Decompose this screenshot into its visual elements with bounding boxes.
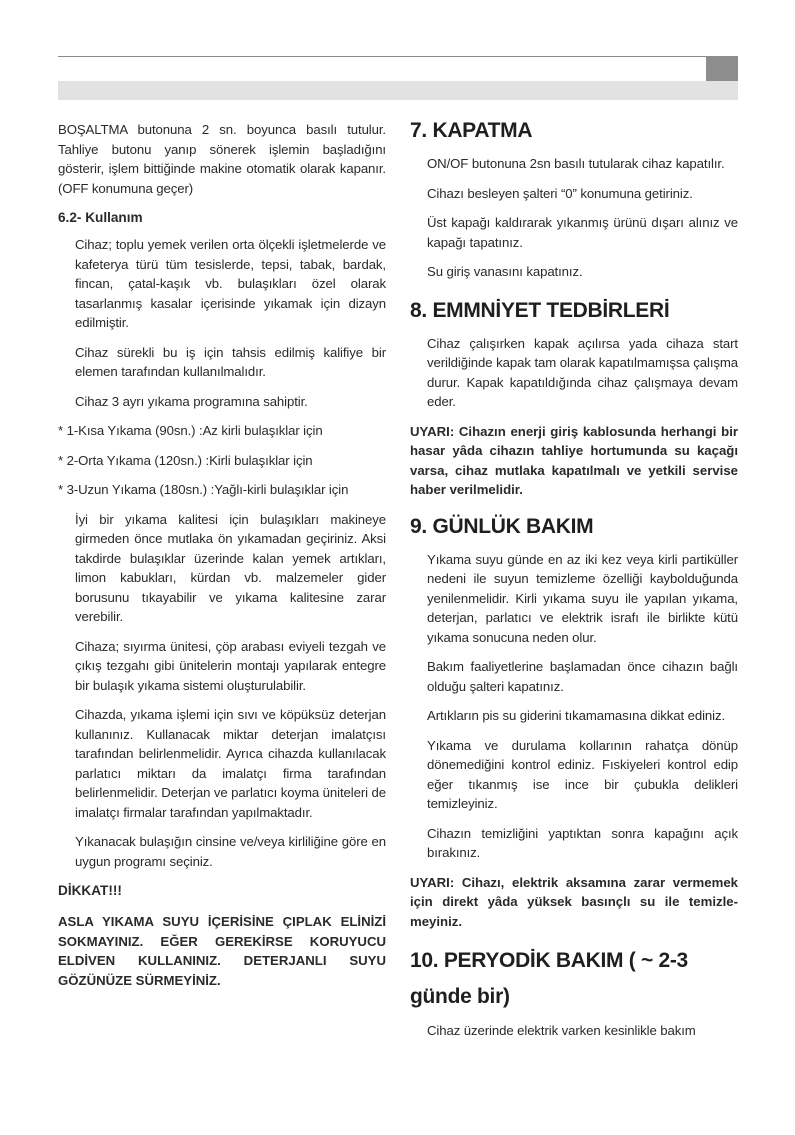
usage-paragraph: İyi bir yıkama kalitesi için bulaşıkları makineye girmeden önce mutlaka ön yıkamadan geçiriniz. Aksi takdirde bulaşıklar üzerinde kalan yemek artıkları, limon kabukları, kürdan vb. malzemeler gider borusunu tıkayabilir ve yıkama kalitesine zarar verebilir. (75, 511, 386, 624)
left-column (58, 120, 386, 1002)
safety-paragraph: Cihaz çalışırken kapak açılırsa yada cihaza start verildiğinde kapak tam olarak kapatılmamışsa çalışma durur. Kapak kapatıldığında cihaz çalışmaya devam eder. (427, 335, 738, 409)
shutdown-step: Cihazı besleyen şalteri “0” konumuna getiriniz. (427, 185, 693, 201)
usage-paragraph: Cihaz 3 ayrı yıkama programına sahiptir. (75, 393, 308, 409)
shutdown-step: Üst kapağı kaldırarak yıkanmış ürünü dışarı alınız ve kapağı tapatınız. (427, 215, 738, 250)
section-title-safety: 8. EMMNİYET TEDBİRLERİ (410, 298, 670, 322)
right-column (410, 118, 738, 1051)
shutdown-step: Su giriş vanasını kapatınız. (427, 264, 583, 279)
safety-warning: ASLA YIKAMA SUYU İÇERİSİNE ÇIPLAK ELİNİZİ SOKMAYINIZ. EĞER GEREKİRSE KORUYUCU ELDİVEN KULLANINIZ. DETERJANLI SUYU GÖZÜNÜZE SÜRMEYİNİZ. (58, 914, 386, 988)
program-item: * 3-Uzun Yıkama (180sn.) :Yağlı-kirli bulaşıklar için (58, 482, 349, 497)
cleaning-warning: UYARI: Cihazı, elektrik aksamına zarar vermemek için direkt yâda yüksek basınçlı su ile temizle-meyiniz. (410, 874, 738, 929)
daily-care-paragraph: Bakım faaliyetlerine başlamadan önce cihazın bağlı olduğu şalteri kapatınız. (427, 659, 738, 694)
daily-care-paragraph: Artıkların pis su giderini tıkamamasına dikkat ediniz. (427, 708, 726, 723)
program-item: * 2-Orta Yıkama (120sn.) :Kirli bulaşıklar için (58, 452, 313, 468)
header-band (58, 81, 738, 100)
daily-care-paragraph: Yıkama ve durulama kollarının rahatça dönüp dönemediğini kontrol ediniz. Fıskiyeleri kontrol edip eğer tıkanmış ise ince bir çubukla delikleri temizleyiniz. (427, 737, 738, 811)
section-title-periodic-care: 10. PERYODİK BAKIM ( ~ 2-3 günde bir) (410, 949, 688, 1008)
drain-instruction: BOŞALTMA butonuna 2 sn. boyunca basılı tutulur. Tahliye butonu yanıp sönerek işlemin başladığını gösterir, işlem bittiğinde makine otomatik olarak kapanır. (OFF konumuna geçer) (58, 122, 386, 196)
section-title-shutdown: 7. KAPATMA (410, 119, 533, 142)
usage-paragraph: Yıkanacak bulaşığın cinsine ve/veya kirliliğine göre en uygun programı seçiniz. (75, 834, 386, 869)
usage-paragraph: Cihaz; toplu yemek verilen orta ölçekli işletmelerde ve kafeterya türü tüm tesislerde, tepsi, tabak, bardak, fincan, çatal-kaşık vb. bulaşıkları özel olarak tasarlanmış kasalar içerisinde yıkamak için dizayn edilmiştir. (75, 237, 386, 330)
section-title-daily-care: 9. GÜNLÜK BAKIM (410, 514, 594, 538)
daily-care-paragraph: Yıkama suyu günde en az iki kez veya kirli partiküller nedeni ile suyun temizleme özelliği kaybolduğunda yenilenmelidir. Kirli yıkama suyu ile yapılan yıkama, deterjan, parlatıcı ve elektrik israfı ile birlikte kütü yıkama sonucuna neden olur. (427, 551, 738, 645)
program-item: * 1-Kısa Yıkama (90sn.) :Az kirli bulaşıklar için (58, 423, 323, 438)
header-rule (58, 56, 706, 57)
safety-warning: UYARI: Cihazın enerji giriş kablosunda herhangi bir hasar yâda cihazın tahliye hortumunda su kaçağı varsa, cihaz mutlaka kapatılmalı ve yetkili servise haber verilmelidir. (410, 423, 738, 497)
periodic-care-paragraph: Cihaz üzerinde elektrik varken kesinlikle bakım (427, 1023, 696, 1038)
shutdown-step: ON/OF butonuna 2sn basılı tutularak cihaz kapatılır. (427, 156, 725, 171)
usage-paragraph: Cihaza; sıyırma ünitesi, çöp arabası eviyeli tezgah ve çıkış tezgahı gibi ünitelerin montajı yapılarak entegre bir bulaşık yıkama sistemi oluşturulabilir. (75, 638, 386, 693)
attention-heading: DİKKAT!!! (58, 883, 122, 898)
daily-care-paragraph: Cihazın temizliğini yaptıktan sonra kapağını açık bırakınız. (427, 825, 738, 860)
header-tab-marker (706, 56, 738, 81)
usage-paragraph: Cihaz sürekli bu iş için tahsis edilmiş kalifiye bir elemen tarafından kullanılmalıdır. (75, 344, 386, 379)
usage-heading: 6.2- Kullanım (58, 210, 143, 225)
usage-paragraph: Cihazda, yıkama işlemi için sıvı ve köpüksüz deterjan kullanınız. Kullanacak miktar deterjan imalatçısı tarafından belirlenmelidir. Ayrıca cihazda kullanılacak parlatıcı miktarı da imalatçı firma tarafından belirlenmelidir. Deterjan ve parlatıcı koyma üniteleri de imalatçı firmalar tarafından yapılmaktadır. (75, 707, 386, 820)
